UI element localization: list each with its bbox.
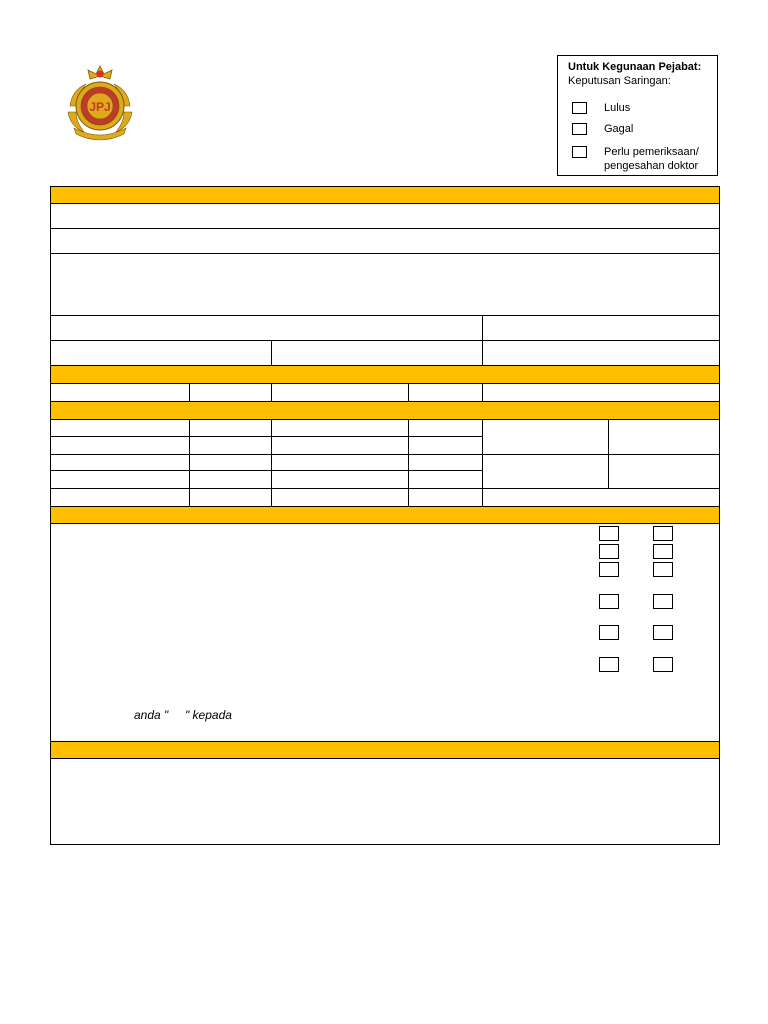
grid-r3-c3[interactable]: [271, 454, 409, 471]
grid-r4-c2[interactable]: [189, 470, 272, 489]
grid-r1-c3[interactable]: [271, 419, 409, 437]
option-doctor-check-label-2: pengesahan doktor: [604, 160, 699, 172]
grid-r5-c1[interactable]: [50, 488, 190, 507]
grid-r4-c1[interactable]: [50, 470, 190, 489]
office-use-box: [557, 55, 718, 176]
section-3-header: [50, 401, 720, 420]
grid-right-r2-c1[interactable]: [482, 454, 609, 489]
grid-r4-c4[interactable]: [408, 470, 483, 489]
grid-r2-c3[interactable]: [271, 436, 409, 455]
grid-right-r2-c2[interactable]: [608, 454, 720, 489]
q3-no-checkbox[interactable]: [653, 562, 673, 577]
checkbox-doctor-check[interactable]: [572, 146, 587, 158]
q4-no-checkbox[interactable]: [653, 594, 673, 609]
grid-r1-c4[interactable]: [408, 419, 483, 437]
section-4-header: [50, 506, 720, 524]
grid-r1-c1[interactable]: [50, 419, 190, 437]
declaration-fragment: anda " " kepada: [134, 708, 232, 722]
q3-yes-checkbox[interactable]: [599, 562, 619, 577]
field-row-2[interactable]: [50, 228, 720, 254]
checkbox-gagal[interactable]: [572, 123, 587, 135]
field-address[interactable]: [50, 253, 720, 316]
q5-no-checkbox[interactable]: [653, 625, 673, 640]
field-s2-b[interactable]: [189, 383, 272, 402]
section-5-box[interactable]: [50, 758, 720, 845]
q2-yes-checkbox[interactable]: [599, 544, 619, 559]
field-row-5b[interactable]: [271, 340, 483, 366]
q1-no-checkbox[interactable]: [653, 526, 673, 541]
grid-r3-c1[interactable]: [50, 454, 190, 471]
field-s2-e[interactable]: [482, 383, 720, 402]
jpj-logo: [60, 62, 140, 142]
section-1-header: [50, 186, 720, 204]
grid-r3-c4[interactable]: [408, 454, 483, 471]
grid-right-r3[interactable]: [482, 488, 720, 507]
q2-no-checkbox[interactable]: [653, 544, 673, 559]
q1-yes-checkbox[interactable]: [599, 526, 619, 541]
grid-r2-c2[interactable]: [189, 436, 272, 455]
grid-r2-c1[interactable]: [50, 436, 190, 455]
office-use-title: Untuk Kegunaan Pejabat:: [568, 61, 702, 73]
grid-r1-c2[interactable]: [189, 419, 272, 437]
grid-r5-c4[interactable]: [408, 488, 483, 507]
field-row-5a[interactable]: [50, 340, 272, 366]
section-2-header: [50, 365, 720, 384]
field-row-4b[interactable]: [482, 315, 720, 341]
grid-r3-c2[interactable]: [189, 454, 272, 471]
field-row-5c[interactable]: [482, 340, 720, 366]
grid-r4-c3[interactable]: [271, 470, 409, 489]
field-row-1[interactable]: [50, 203, 720, 229]
logo-text: JPJ: [89, 100, 111, 114]
field-s2-a[interactable]: [50, 383, 190, 402]
option-gagal-label: Gagal: [604, 123, 634, 135]
field-s2-c[interactable]: [271, 383, 409, 402]
field-row-4a[interactable]: [50, 315, 483, 341]
grid-r5-c3[interactable]: [271, 488, 409, 507]
checkbox-lulus[interactable]: [572, 102, 587, 114]
screening-result-label: Keputusan Saringan:: [568, 75, 671, 87]
field-s2-d[interactable]: [408, 383, 483, 402]
q6-yes-checkbox[interactable]: [599, 657, 619, 672]
q4-yes-checkbox[interactable]: [599, 594, 619, 609]
grid-r5-c2[interactable]: [189, 488, 272, 507]
grid-right-r1-c2[interactable]: [608, 419, 720, 455]
q5-yes-checkbox[interactable]: [599, 625, 619, 640]
grid-right-r1-c1[interactable]: [482, 419, 609, 455]
grid-r2-c4[interactable]: [408, 436, 483, 455]
option-doctor-check-label-1: Perlu pemeriksaan/: [604, 146, 699, 158]
section-5-header: [50, 741, 720, 759]
q6-no-checkbox[interactable]: [653, 657, 673, 672]
option-lulus-label: Lulus: [604, 102, 631, 114]
